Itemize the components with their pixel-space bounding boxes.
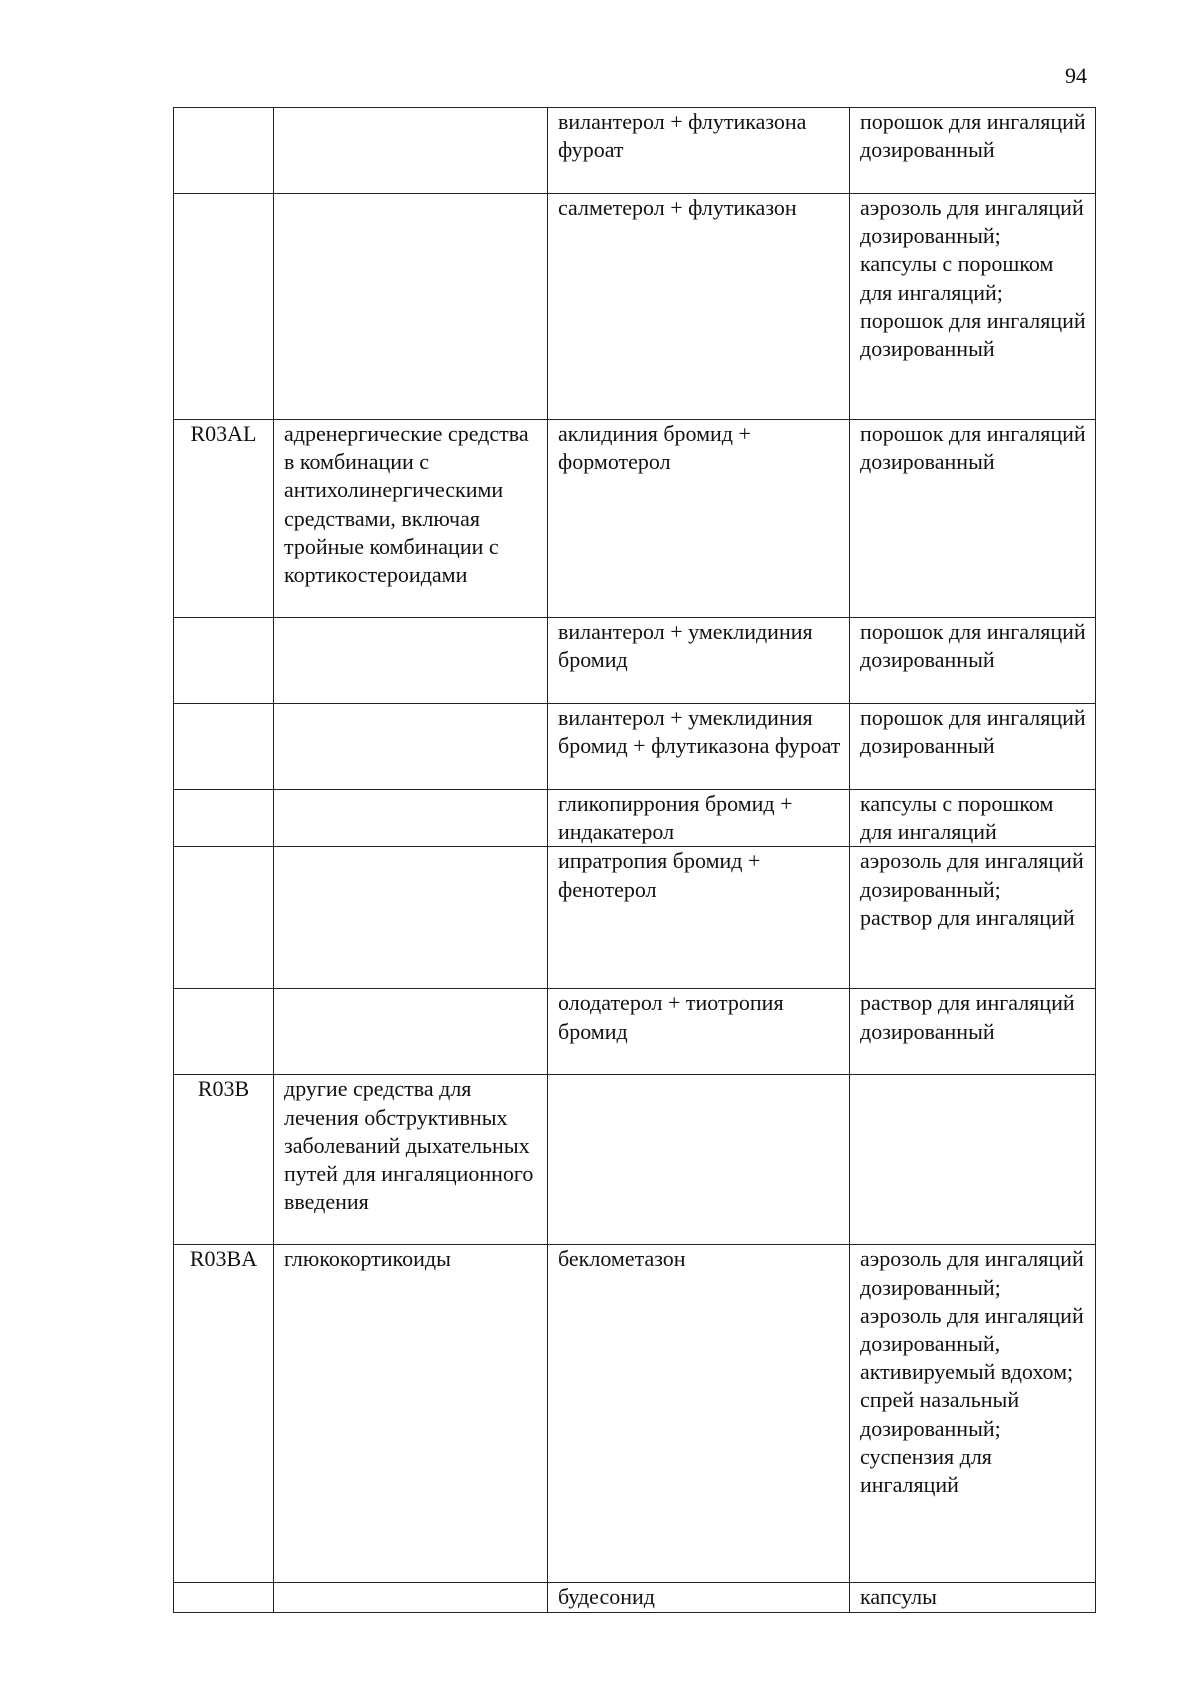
- dosage-form-cell: [850, 1075, 1096, 1245]
- page-number: 94: [1065, 63, 1087, 88]
- table-row: [174, 704, 1096, 790]
- group-name-cell: [274, 790, 548, 847]
- drug-name-cell: будесонид: [548, 1583, 850, 1613]
- drug-table: [173, 107, 1096, 1613]
- atc-code-cell: R03AL: [174, 420, 274, 618]
- drug-name-cell: вилантерол + умеклидиния бромид: [548, 618, 850, 704]
- atc-code-cell: [174, 1583, 274, 1613]
- dosage-form-cell: капсулы: [850, 1583, 1096, 1613]
- atc-code-cell: [174, 989, 274, 1075]
- group-name-cell: адренергические средства в комбинации с антихолинергическими средствами, включая тройные комбинации с кортикостероидами: [274, 420, 548, 618]
- dosage-form-cell: аэрозоль для ингаляций дозированный; раствор для ингаляций: [850, 847, 1096, 989]
- drug-name-cell: вилантерол + умеклидиния бромид + флутиказона фуроат: [548, 704, 850, 790]
- group-name-cell: [274, 1583, 548, 1613]
- table-row: [174, 1075, 1096, 1245]
- atc-code-cell: [174, 108, 274, 194]
- dosage-form-cell: аэрозоль для ингаляций дозированный; аэрозоль для ингаляций дозированный, активируемый вдохом; спрей назальный дозированный; суспензия для ингаляций: [850, 1245, 1096, 1583]
- drug-name-cell: салметерол + флутиказон: [548, 194, 850, 420]
- drug-name-cell: [548, 1075, 850, 1245]
- table-row: [174, 420, 1096, 618]
- group-name-cell: [274, 108, 548, 194]
- drug-name-cell: олодатерол + тиотропия бромид: [548, 989, 850, 1075]
- drug-name-cell: беклометазон: [548, 1245, 850, 1583]
- atc-code-cell: [174, 847, 274, 989]
- table-row: [174, 108, 1096, 194]
- atc-code-cell: R03BA: [174, 1245, 274, 1583]
- drug-name-cell: вилантерол + флутиказона фуроат: [548, 108, 850, 194]
- drug-name-cell: аклидиния бромид + формотерол: [548, 420, 850, 618]
- group-name-cell: [274, 194, 548, 420]
- atc-code-cell: [174, 194, 274, 420]
- atc-code-cell: [174, 704, 274, 790]
- group-name-cell: [274, 989, 548, 1075]
- table-row: [174, 790, 1096, 847]
- table-row: [174, 989, 1096, 1075]
- atc-code-cell: [174, 790, 274, 847]
- drug-name-cell: гликопиррония бромид + индакатерол: [548, 790, 850, 847]
- dosage-form-cell: аэрозоль для ингаляций дозированный; капсулы с порошком для ингаляций; порошок для ингаляций дозированный: [850, 194, 1096, 420]
- group-name-cell: [274, 704, 548, 790]
- table-row: [174, 618, 1096, 704]
- dosage-form-cell: порошок для ингаляций дозированный: [850, 108, 1096, 194]
- group-name-cell: глюкокортикоиды: [274, 1245, 548, 1583]
- dosage-form-cell: капсулы с порошком для ингаляций: [850, 790, 1096, 847]
- table-row: [174, 1583, 1096, 1613]
- group-name-cell: [274, 618, 548, 704]
- drug-name-cell: ипратропия бромид + фенотерол: [548, 847, 850, 989]
- group-name-cell: другие средства для лечения обструктивных заболеваний дыхательных путей для ингаляционного введения: [274, 1075, 548, 1245]
- dosage-form-cell: порошок для ингаляций дозированный: [850, 420, 1096, 618]
- dosage-form-cell: порошок для ингаляций дозированный: [850, 704, 1096, 790]
- atc-code-cell: [174, 618, 274, 704]
- dosage-form-cell: порошок для ингаляций дозированный: [850, 618, 1096, 704]
- atc-code-cell: R03B: [174, 1075, 274, 1245]
- group-name-cell: [274, 847, 548, 989]
- table-row: [174, 194, 1096, 420]
- dosage-form-cell: раствор для ингаляций дозированный: [850, 989, 1096, 1075]
- table-row: [174, 1245, 1096, 1583]
- table-row: [174, 847, 1096, 989]
